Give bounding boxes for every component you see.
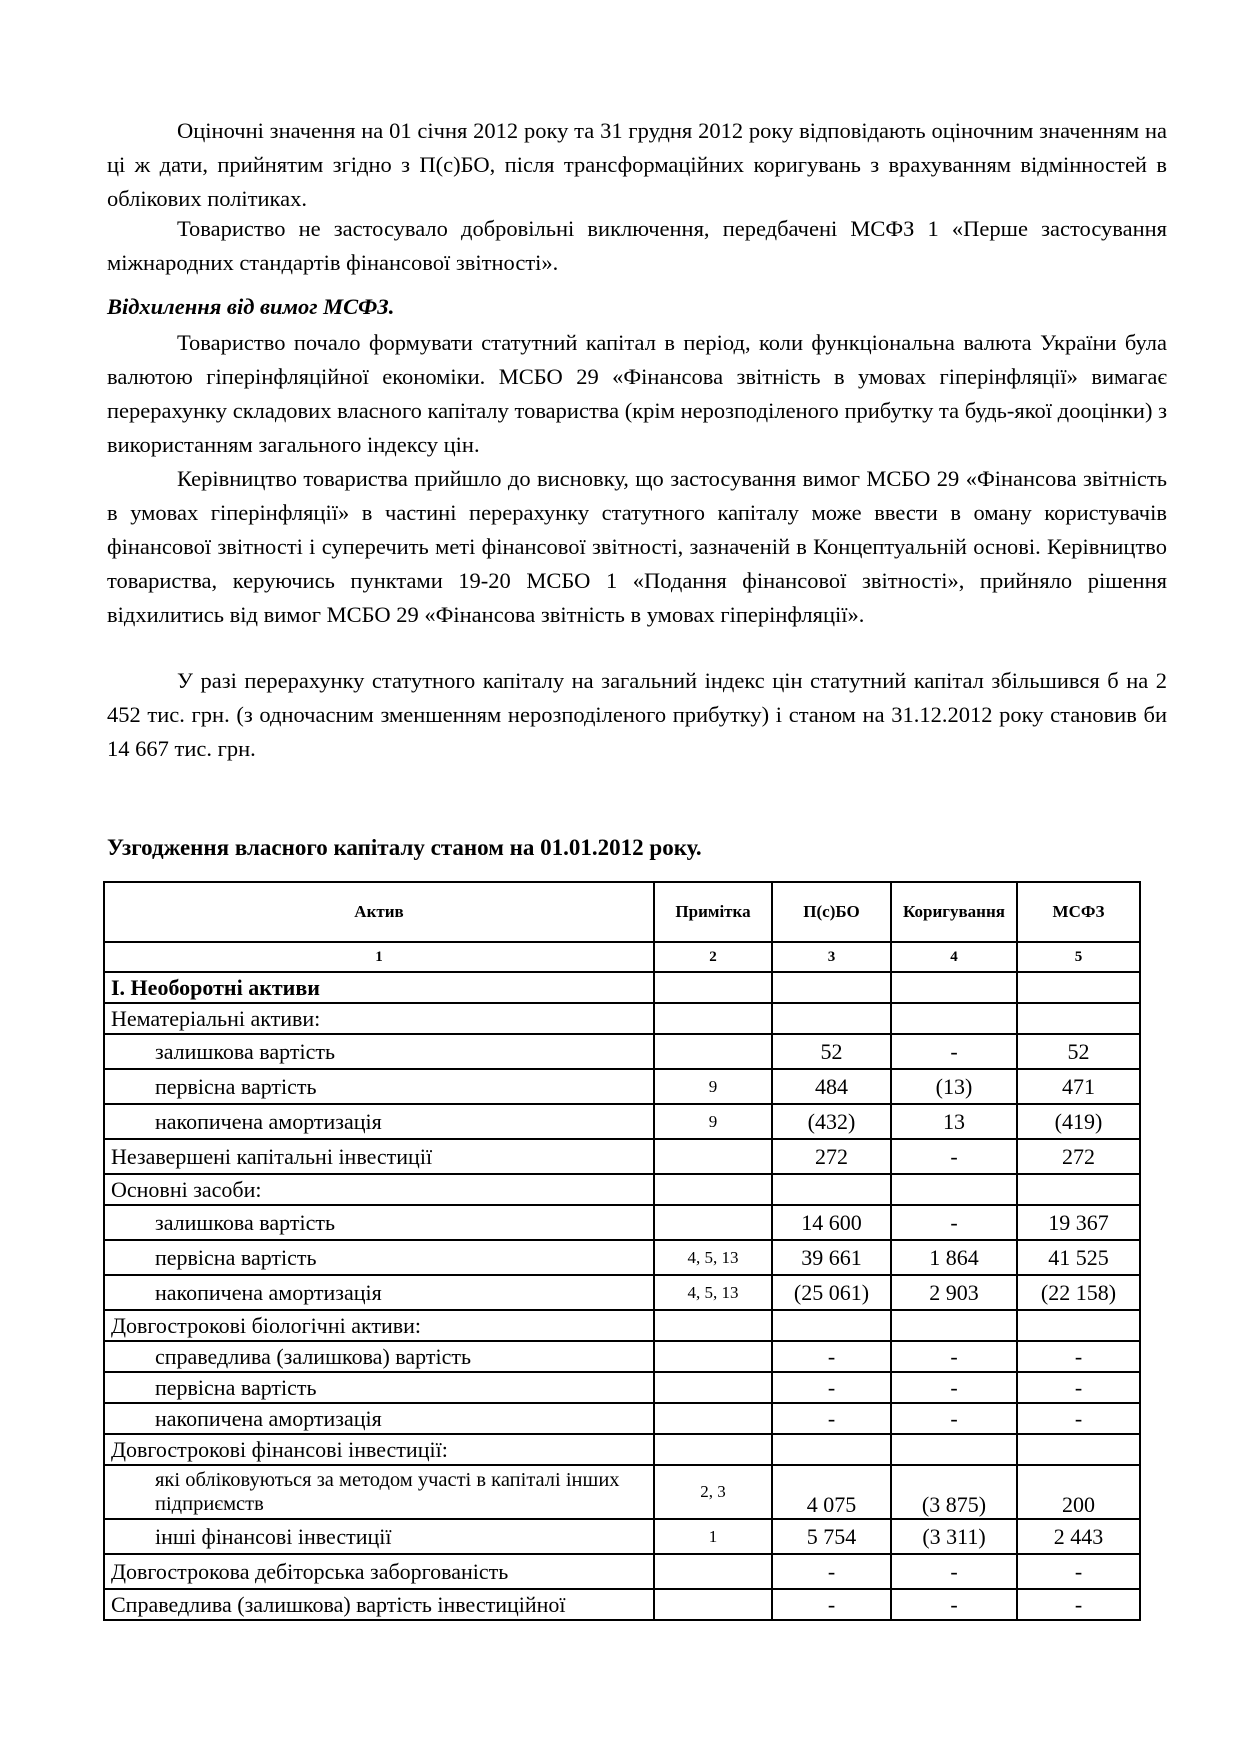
row-label: накопичена амортизація	[104, 1403, 654, 1434]
table-row	[104, 1275, 1140, 1310]
row-ifrs-value: 471	[1017, 1069, 1140, 1104]
row-note	[654, 1003, 772, 1034]
paragraph-recalculation: У разі перерахунку статутного капіталу на загальний індекс цін статутний капітал збільшився б на 2 452 тис. грн. (з одночасним зменшенням нерозподіленого прибутку) і станом на 31.12.2012 року становив би 14 667 тис. грн.	[107, 668, 1167, 761]
row-psbo-value	[772, 1434, 891, 1465]
row-psbo-value	[772, 1310, 891, 1341]
row-label: Незавершені капітальні інвестиції	[104, 1139, 654, 1174]
row-label: Основні засоби:	[104, 1174, 654, 1205]
section-heading: Відхилення від вимог МСФЗ.	[107, 294, 395, 319]
row-psbo-value: -	[772, 1589, 891, 1620]
row-label: інші фінансові інвестиції	[104, 1519, 654, 1554]
row-adjustment-value	[891, 972, 1017, 1003]
header-note: Примітка	[654, 882, 772, 942]
row-label: накопичена амортизація	[104, 1104, 654, 1139]
table-row	[104, 1589, 1140, 1620]
row-adjustment-value: -	[891, 1589, 1017, 1620]
paragraph-estimates: Оціночні значення на 01 січня 2012 року та 31 грудня 2012 року відповідають оціночним значенням на ці ж дати, прийнятим згідно з П(с)БО, після трансформаційних коригувань з врахуванням відмінностей в облікових політиках.	[107, 118, 1167, 211]
table-row	[104, 1240, 1140, 1275]
row-psbo-value: -	[772, 1372, 891, 1403]
row-note	[654, 1310, 772, 1341]
table-row	[104, 972, 1140, 1003]
row-psbo-value: -	[772, 1403, 891, 1434]
row-ifrs-value	[1017, 972, 1140, 1003]
table-row	[104, 1434, 1140, 1465]
row-note: 9	[654, 1069, 772, 1104]
table-row	[104, 1465, 1140, 1519]
row-label: Довгострокові біологічні активи:	[104, 1310, 654, 1341]
row-psbo-value: 5 754	[772, 1519, 891, 1554]
table-title: Узгодження власного капіталу станом на 01.01.2012 року.	[107, 835, 702, 860]
row-note	[654, 972, 772, 1003]
table-row	[104, 1372, 1140, 1403]
row-adjustment-value	[891, 1174, 1017, 1205]
row-label: які обліковуються за методом участі в капіталі інших підприємств	[104, 1465, 654, 1519]
table-row	[104, 1554, 1140, 1589]
row-note	[654, 1341, 772, 1372]
row-label: первісна вартість	[104, 1069, 654, 1104]
header-psbo: П(с)БО	[772, 882, 891, 942]
row-ifrs-value	[1017, 1310, 1140, 1341]
table-row	[104, 1003, 1140, 1034]
row-ifrs-value	[1017, 1174, 1140, 1205]
header-adjustment: Коригування	[891, 882, 1017, 942]
row-adjustment-value: 1 864	[891, 1240, 1017, 1275]
paragraph-management-conclusion: Керівництво товариства прийшло до висновку, що застосування вимог МСБО 29 «Фінансова звітність в умовах гіперінфляції» в частині перерахунку статутного капіталу може ввести в оману користувачів фінансової звітності і суперечить меті фінансової звітності, зазначеній в Концептуальній основі. Керівництво товариства, керуючись пунктами 19-20 МСБО 1 «Подання фінансової звітності», прийняло рішення відхилитись від вимог МСБО 29 «Фінансова звітність в умовах гіперінфляції».	[107, 466, 1167, 627]
row-psbo-value: 272	[772, 1139, 891, 1174]
row-adjustment-value: 2 903	[891, 1275, 1017, 1310]
row-adjustment-value	[891, 1310, 1017, 1341]
row-note: 9	[654, 1104, 772, 1139]
row-adjustment-value: -	[891, 1372, 1017, 1403]
row-psbo-value: -	[772, 1554, 891, 1589]
row-psbo-value: 52	[772, 1034, 891, 1069]
row-note	[654, 1403, 772, 1434]
table-row	[104, 1174, 1140, 1205]
table-row	[104, 1205, 1140, 1240]
row-psbo-value: (432)	[772, 1104, 891, 1139]
row-note	[654, 1034, 772, 1069]
row-label: справедлива (залишкова) вартість	[104, 1341, 654, 1372]
table-row	[104, 1341, 1140, 1372]
row-adjustment-value: -	[891, 1554, 1017, 1589]
row-label: залишкова вартість	[104, 1205, 654, 1240]
row-adjustment-value	[891, 1434, 1017, 1465]
row-note	[654, 1372, 772, 1403]
column-number: 1	[104, 942, 654, 972]
row-note	[654, 1205, 772, 1240]
row-ifrs-value: 272	[1017, 1139, 1140, 1174]
row-note: 4, 5, 13	[654, 1240, 772, 1275]
row-note	[654, 1139, 772, 1174]
row-psbo-value: 4 075	[772, 1465, 891, 1519]
table-header-row	[104, 882, 1140, 942]
row-psbo-value: 14 600	[772, 1205, 891, 1240]
row-adjustment-value: -	[891, 1139, 1017, 1174]
row-note	[654, 1589, 772, 1620]
row-ifrs-value: -	[1017, 1341, 1140, 1372]
row-adjustment-value: (3 311)	[891, 1519, 1017, 1554]
table-row	[104, 1034, 1140, 1069]
table-row	[104, 1139, 1140, 1174]
row-psbo-value	[772, 1003, 891, 1034]
row-psbo-value	[772, 972, 891, 1003]
row-psbo-value: -	[772, 1341, 891, 1372]
row-ifrs-value: 41 525	[1017, 1240, 1140, 1275]
row-ifrs-value: 2 443	[1017, 1519, 1140, 1554]
row-label: І. Необоротні активи	[104, 972, 654, 1003]
header-ifrs: МСФЗ	[1017, 882, 1140, 942]
row-psbo-value: 484	[772, 1069, 891, 1104]
row-ifrs-value: -	[1017, 1372, 1140, 1403]
row-adjustment-value: (3 875)	[891, 1465, 1017, 1519]
row-ifrs-value: -	[1017, 1589, 1140, 1620]
header-asset: Актив	[104, 882, 654, 942]
row-psbo-value	[772, 1174, 891, 1205]
row-psbo-value: 39 661	[772, 1240, 891, 1275]
row-label: Нематеріальні активи:	[104, 1003, 654, 1034]
row-note: 2, 3	[654, 1465, 772, 1519]
column-number: 2	[654, 942, 772, 972]
column-number: 3	[772, 942, 891, 972]
table-row	[104, 1403, 1140, 1434]
table-row	[104, 1519, 1140, 1554]
row-label: залишкова вартість	[104, 1034, 654, 1069]
row-note: 4, 5, 13	[654, 1275, 772, 1310]
row-ifrs-value: 19 367	[1017, 1205, 1140, 1240]
row-ifrs-value: 52	[1017, 1034, 1140, 1069]
paragraph-capital-hyperinflation: Товариство почало формувати статутний капітал в період, коли функціональна валюта України була валютою гіперінфляційної економіки. МСБО 29 «Фінансова звітність в умовах гіперінфляції» вимагає перерахунку складових власного капіталу товариства (крім нерозподіленого прибутку та будь-якої дооцінки) з використанням загального індексу цін.	[107, 330, 1167, 457]
row-label: первісна вартість	[104, 1372, 654, 1403]
equity-reconciliation-table	[103, 881, 1141, 1621]
column-number: 4	[891, 942, 1017, 972]
row-ifrs-value: 200	[1017, 1465, 1140, 1519]
column-number-row	[104, 942, 1140, 972]
row-note: 1	[654, 1519, 772, 1554]
table-row	[104, 1310, 1140, 1341]
table-row	[104, 1069, 1140, 1104]
row-label: Справедлива (залишкова) вартість інвестиційної	[104, 1589, 654, 1620]
row-label: Довгострокова дебіторська заборгованість	[104, 1554, 654, 1589]
row-ifrs-value	[1017, 1434, 1140, 1465]
row-note	[654, 1434, 772, 1465]
row-adjustment-value: -	[891, 1034, 1017, 1069]
row-label: первісна вартість	[104, 1240, 654, 1275]
row-label: накопичена амортизація	[104, 1275, 654, 1310]
row-adjustment-value	[891, 1003, 1017, 1034]
column-number: 5	[1017, 942, 1140, 972]
row-adjustment-value: -	[891, 1341, 1017, 1372]
row-adjustment-value: (13)	[891, 1069, 1017, 1104]
paragraph-exemptions: Товариство не застосувало добровільні виключення, передбачені МСФЗ 1 «Перше застосування міжнародних стандартів фінансової звітності».	[107, 216, 1167, 275]
row-ifrs-value: (419)	[1017, 1104, 1140, 1139]
row-ifrs-value	[1017, 1003, 1140, 1034]
row-label: Довгострокові фінансові інвестиції:	[104, 1434, 654, 1465]
table-row	[104, 1104, 1140, 1139]
row-ifrs-value: (22 158)	[1017, 1275, 1140, 1310]
row-adjustment-value: 13	[891, 1104, 1017, 1139]
row-adjustment-value: -	[891, 1403, 1017, 1434]
row-adjustment-value: -	[891, 1205, 1017, 1240]
row-ifrs-value: -	[1017, 1554, 1140, 1589]
row-note	[654, 1554, 772, 1589]
row-note	[654, 1174, 772, 1205]
row-psbo-value: (25 061)	[772, 1275, 891, 1310]
row-ifrs-value: -	[1017, 1403, 1140, 1434]
